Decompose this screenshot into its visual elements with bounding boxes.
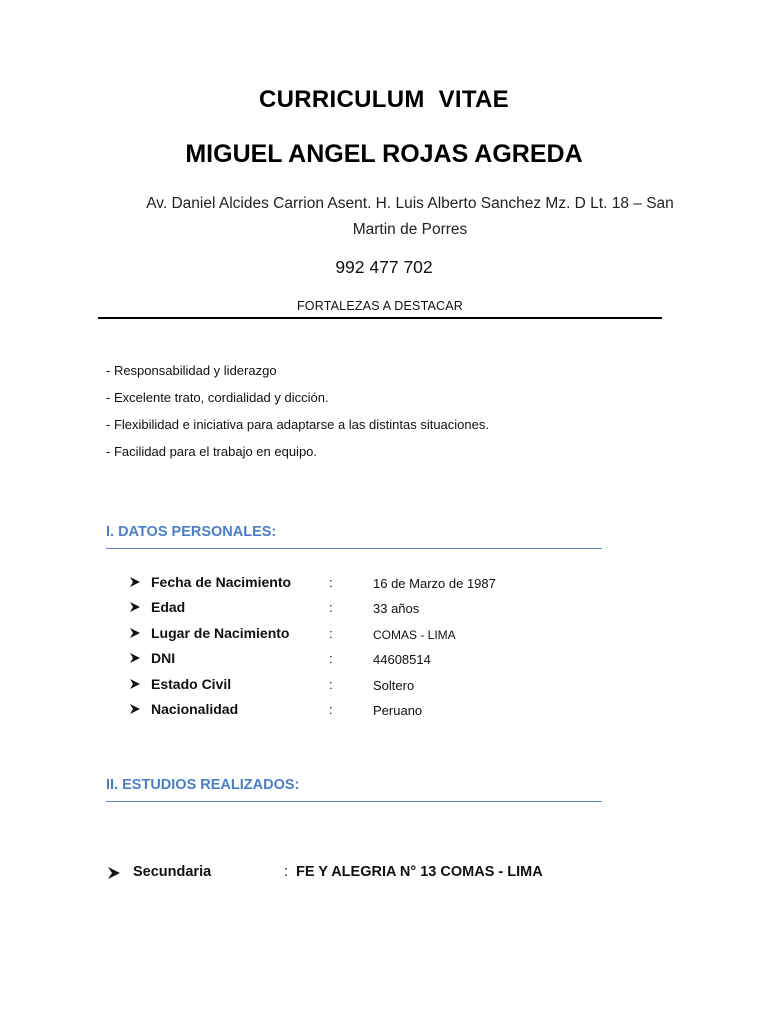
section-title-personal: I. DATOS PERSONALES: bbox=[106, 524, 277, 540]
personal-row-dni bbox=[128, 648, 648, 673]
field-label: Nacionalidad bbox=[151, 700, 239, 717]
field-value: FE Y ALEGRIA N° 13 COMAS - LIMA bbox=[296, 864, 543, 880]
list-item: - Flexibilidad e iniciativa para adaptarse a las distintas situaciones. bbox=[106, 417, 489, 432]
field-label: Estado Civil bbox=[151, 675, 232, 692]
strengths-list bbox=[106, 362, 489, 470]
address: Av. Daniel Alcides Carrion Asent. H. Luis Alberto Sanchez Mz. D Lt. 18 – San Martin de Porres bbox=[146, 195, 674, 238]
field-colon: : bbox=[329, 701, 333, 717]
personal-row-birthdate bbox=[128, 572, 648, 597]
arrowhead-bullet-icon bbox=[128, 651, 142, 665]
field-value: Peruano bbox=[373, 702, 423, 718]
arrowhead-bullet-icon bbox=[128, 677, 142, 691]
arrowhead-bullet-icon bbox=[128, 626, 142, 640]
personal-row-birthplace bbox=[128, 623, 648, 648]
field-colon: : bbox=[284, 864, 289, 880]
field-label: DNI bbox=[151, 650, 176, 667]
field-colon: : bbox=[329, 600, 333, 616]
arrowhead-bullet-icon bbox=[128, 702, 142, 716]
field-value: 16 de Marzo de 1987 bbox=[373, 576, 496, 591]
field-value: Soltero bbox=[373, 677, 415, 693]
field-value: 33 años bbox=[373, 601, 420, 617]
field-value: 44608514 bbox=[373, 652, 431, 668]
field-colon: : bbox=[329, 625, 333, 641]
section-divider bbox=[106, 801, 602, 802]
field-label: Secundaria bbox=[133, 864, 212, 880]
arrowhead-bullet-icon bbox=[128, 575, 142, 589]
list-item: - Responsabilidad y liderazgo bbox=[106, 363, 277, 378]
document-title: CURRICULUM VITAE bbox=[259, 86, 509, 113]
phone-number: 992 477 702 bbox=[335, 257, 433, 277]
field-value: COMAS - LIMA bbox=[373, 627, 456, 642]
section-divider bbox=[106, 548, 602, 549]
field-label: Fecha de Nacimiento bbox=[151, 574, 292, 590]
personal-row-nationality bbox=[128, 699, 648, 724]
section-title-studies: II. ESTUDIOS REALIZADOS: bbox=[106, 777, 300, 793]
person-name: MIGUEL ANGEL ROJAS AGREDA bbox=[185, 140, 583, 168]
studies-row-secondary bbox=[106, 862, 666, 886]
list-item: - Facilidad para el trabajo en equipo. bbox=[106, 444, 318, 459]
personal-data-list bbox=[128, 572, 648, 724]
personal-row-marital-status bbox=[128, 674, 648, 699]
field-colon: : bbox=[329, 651, 333, 667]
strengths-title: FORTALEZAS A DESTACAR bbox=[296, 299, 464, 313]
field-label: Lugar de Nacimiento bbox=[151, 624, 290, 641]
personal-row-age bbox=[128, 597, 648, 622]
header-divider bbox=[98, 317, 662, 319]
field-colon: : bbox=[329, 575, 333, 590]
list-item: - Excelente trato, cordialidad y dicción. bbox=[106, 390, 329, 405]
arrowhead-bullet-icon bbox=[106, 865, 122, 881]
field-label: Edad bbox=[151, 599, 186, 616]
arrowhead-bullet-icon bbox=[128, 600, 142, 614]
field-colon: : bbox=[329, 676, 333, 692]
